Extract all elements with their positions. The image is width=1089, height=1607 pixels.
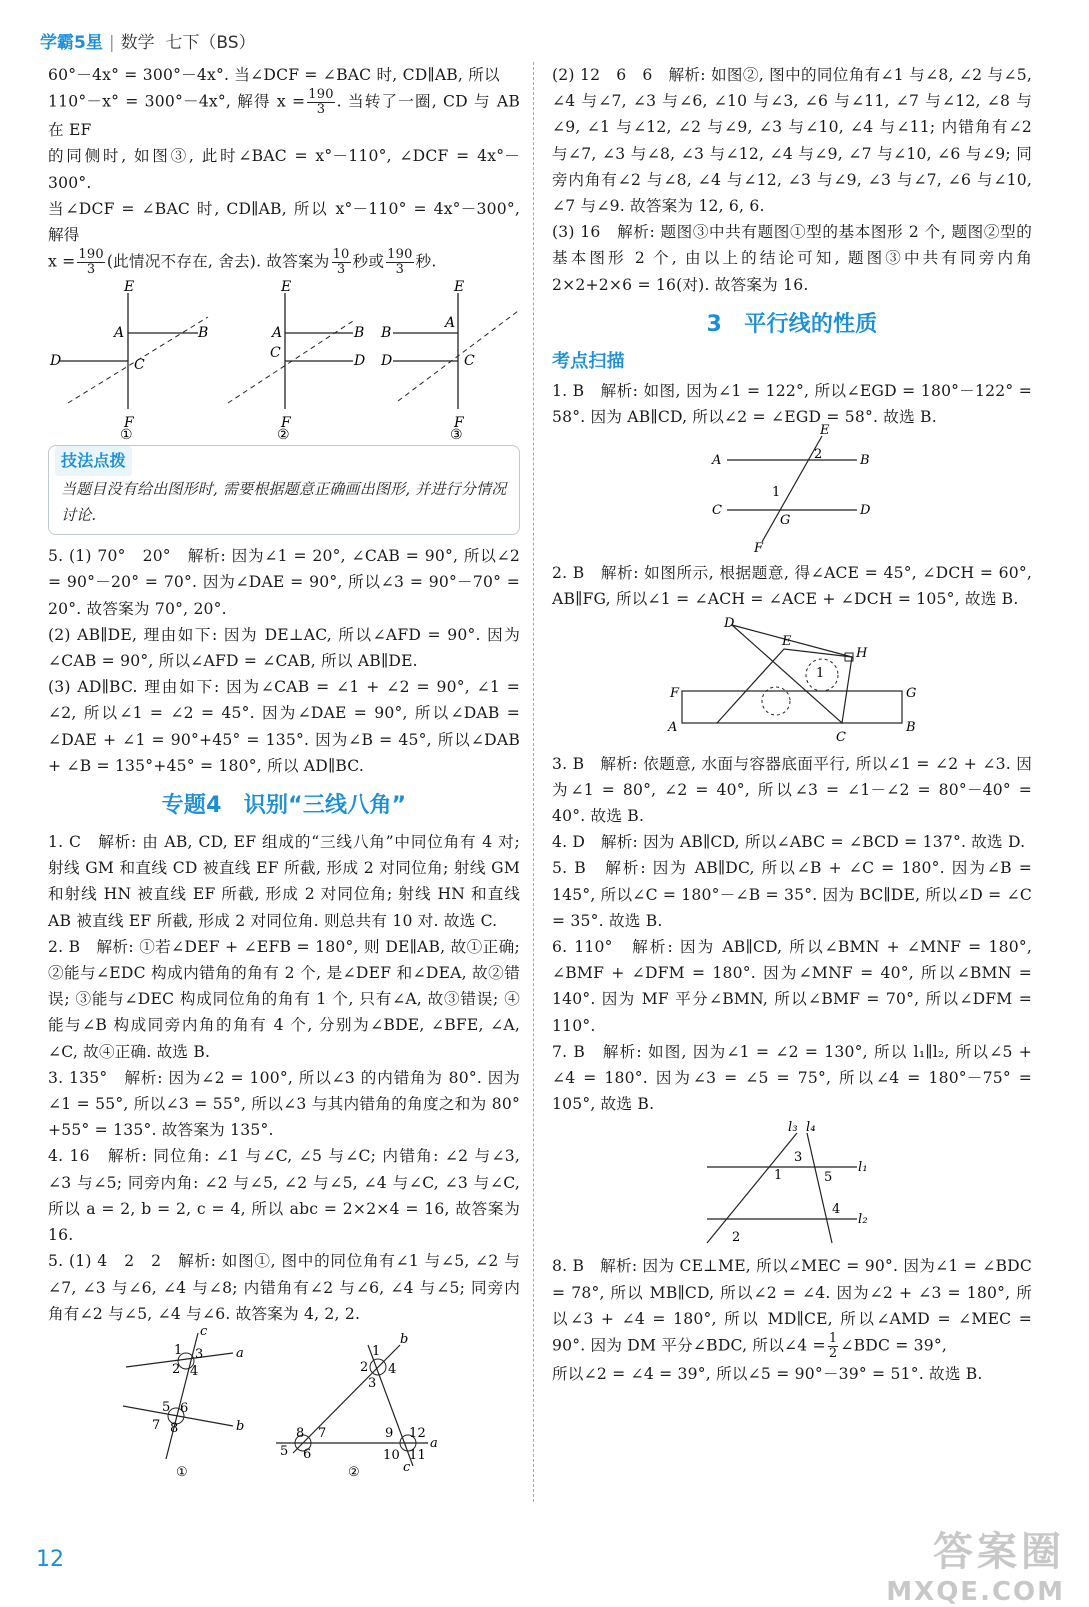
svg-text:C: C	[134, 357, 145, 374]
figure-1	[49, 279, 209, 443]
svg-text:A: A	[712, 453, 722, 469]
svg-text:F: F	[281, 415, 291, 432]
svg-text:l₄: l₄	[806, 1120, 816, 1136]
svg-text:3: 3	[368, 1375, 377, 1391]
svg-text:7: 7	[152, 1417, 161, 1433]
svg-text:F: F	[454, 415, 464, 432]
svg-text:2: 2	[172, 1361, 181, 1377]
svg-text:C: C	[836, 729, 847, 745]
section-title: 3 平行线的性质	[706, 311, 878, 337]
svg-text:E: E	[124, 279, 135, 296]
tip-box	[48, 445, 520, 535]
svg-text:E: E	[454, 279, 465, 296]
left-para-5: x = $\frac{190}{3}$ (此情况不存在, 舍去). 故答案为 $\frac{10}{3}$ 秒或 $\frac{190}{3}$ 秒.	[48, 247, 437, 278]
svg-text:B: B	[906, 719, 916, 735]
header-subject: 数学	[120, 33, 155, 53]
topic-q3: 3. 135° 解析: 因为∠2 = 100°, 所以∠3 的内错角为 80°. 因为∠1 = 55°, 所以∠3 = 55°, 所以∠3 与其内错角的角度之和为 80°+55° = 135°. 故答案为 135°.	[48, 1068, 520, 1140]
figure-k1	[552, 423, 1032, 557]
svg-text:A: A	[445, 315, 456, 332]
svg-text:8: 8	[170, 1420, 179, 1436]
svg-text:F: F	[754, 541, 764, 557]
topic-q2: 2. B 解析: ①若∠DEF + ∠EFB = 180°, 则 DE∥AB, 故①正确; ②能与∠EDC 构成内错角的角有 2 个, 是∠DEF 和∠DEA, 故②错误; ③能与∠DEC 构成同位角的角有 1 个, 只有∠A, 故③错误; ④能与∠B 构成同旁内角的角有 4 个, 分别为∠BDE, ∠BFE, ∠A, ∠C, 故④正确. 故选 B.	[48, 937, 520, 1061]
svg-text:C: C	[464, 353, 475, 370]
svg-text:7: 7	[318, 1425, 327, 1441]
svg-text:11: 11	[409, 1447, 426, 1463]
svg-text:4: 4	[832, 1202, 841, 1218]
svg-text:B: B	[860, 453, 870, 469]
svg-text:8: 8	[296, 1425, 305, 1441]
q5-part1: 5. (1) 70° 20° 解析: 因为∠1 = 20°, ∠CAB = 90°, 所以∠2 = 90°－20° = 70°. 因为∠DAE = 90°, 所以∠3 = 90°－70° = 20°. 故答案为 70°, 20°.	[48, 547, 520, 618]
svg-text:4: 4	[388, 1361, 397, 1377]
svg-text:D: D	[354, 353, 366, 370]
angle-figure-2	[276, 1332, 438, 1480]
svg-text:G: G	[906, 685, 917, 701]
figure-k7	[552, 1121, 1032, 1249]
svg-text:①: ①	[176, 1464, 188, 1480]
svg-text:3: 3	[195, 1346, 204, 1362]
topic-title: 专题4 识别“三线八角”	[161, 793, 407, 819]
angle-figures	[48, 1323, 520, 1481]
svg-text:G: G	[780, 513, 791, 529]
svg-text:12: 12	[409, 1425, 426, 1441]
svg-text:A: A	[668, 719, 678, 735]
svg-text:b: b	[236, 1418, 245, 1434]
page-number: 12	[36, 1547, 64, 1572]
svg-text:b: b	[400, 1331, 409, 1347]
column-divider	[533, 62, 534, 1502]
svg-text:A: A	[114, 325, 125, 342]
topic-q1: 1. C 解析: 由 AB, CD, EF 组成的“三线八角”中同位角有 4 对; 射线 GM 和直线 CD 被直线 EF 所截, 形成 2 对同位角; 射线 GM 和射线 HN 被直线 EF 所截, 形成 2 对同位角; 射线 HN 和直线 AB 被直线 EF 所截, 形成 2 对同位角. 则总共有 10 对. 故选 C.	[48, 833, 520, 930]
k-q4: 4. D 解析: 因为 AB∥CD, 所以∠ABC = ∠BCD = 137°. 故选 D.	[552, 833, 1026, 852]
topic-q4: 4. 16 解析: 同位角: ∠1 与∠C, ∠5 与∠C; 内错角: ∠2 与∠3, ∠3 与∠5; 同旁内角: ∠2 与∠5, ∠2 与∠5, ∠4 与∠C, ∠3 与∠C, 所以 a = 2, b = 2, c = 4, 所以 abc = 2×2×4 = 16, 故答案为 16.	[48, 1147, 520, 1245]
tip-title: 技法点拨	[55, 446, 132, 476]
svg-text:6: 6	[180, 1400, 189, 1416]
svg-text:①: ①	[120, 427, 133, 444]
svg-text:②: ②	[348, 1464, 360, 1480]
q5-part2: (2) AB∥DE, 理由如下: 因为 DE⊥AC, 所以∠AFD = 90°. 因为∠CAB = 90°, 所以∠AFD = ∠CAB, 所以 AB∥DE.	[48, 625, 520, 671]
svg-text:A: A	[272, 325, 283, 342]
svg-text:6: 6	[303, 1446, 312, 1462]
svg-text:10: 10	[383, 1447, 400, 1463]
left-para-3: 的同侧时, 如图③, 此时∠BAC = x°－110°, ∠DCF = 4x°－300°.	[48, 147, 520, 192]
svg-text:1: 1	[774, 1168, 783, 1184]
sub-title: 考点扫描	[552, 350, 625, 372]
svg-text:l₂: l₂	[858, 1212, 868, 1228]
svg-text:F: F	[124, 415, 134, 432]
svg-text:D: D	[860, 503, 871, 519]
tip-body: 当题目没有给出图形时, 需要根据题意正确画出图形, 并进行分情况讨论.	[61, 480, 507, 525]
svg-text:1: 1	[372, 1343, 381, 1359]
svg-text:E: E	[820, 423, 830, 439]
page-header	[40, 28, 256, 53]
svg-text:5: 5	[280, 1443, 289, 1459]
svg-text:C: C	[712, 503, 723, 519]
topic-q5: 5. (1) 4 2 2 解析: 如图①, 图中的同位角有∠1 与∠5, ∠2 与∠7, ∠3 与∠6, ∠4 与∠8; 内错角有∠2 与∠6, ∠4 与∠5; 同旁内角有∠2 与∠5, ∠4 与∠6. 故答案为 4, 2, 2.	[48, 1252, 520, 1323]
right-r1: (2) 12 6 6 解析: 如图②, 图中的同位角有∠1 与∠8, ∠2 与∠5, ∠4 与∠7, ∠3 与∠6, ∠10 与∠3, ∠6 与∠11, ∠7 与∠12, ∠8 与∠9, ∠1 与∠12, ∠2 与∠9, ∠3 与∠10, ∠4 与∠11; 内错角有∠2 与∠7, ∠3 与∠8, ∠3 与∠12, ∠4 与∠9, ∠7 与∠10, ∠6 与∠9; 同旁内角有∠2 与∠8, ∠4 与∠12, ∠3 与∠9, ∠3 与∠7, ∠6 与∠10, ∠7 与∠9. 故答案为 12, 6, 6.	[552, 66, 1032, 216]
svg-text:H: H	[856, 645, 868, 661]
svg-text:D: D	[381, 353, 393, 370]
svg-text:9: 9	[385, 1425, 394, 1441]
svg-text:D: D	[724, 615, 735, 631]
svg-text:a: a	[430, 1435, 438, 1451]
svg-text:1: 1	[816, 665, 825, 681]
figure-2	[228, 279, 365, 443]
figure-k2	[552, 617, 1032, 747]
left-column	[48, 62, 520, 1485]
svg-text:③: ③	[450, 427, 463, 444]
svg-text:E: E	[281, 279, 292, 296]
watermark-line2: MXQE.COM	[886, 1577, 1065, 1607]
watermark	[886, 1520, 1065, 1607]
right-r2: (3) 16 解析: 题图③中共有题图①型的基本图形 2 个, 题图②型的基本图形 2 个, 由以上的结论可知, 题图③中共有同旁内角 2×2+2×6 = 16(对). 故答案为 16.	[552, 223, 1032, 294]
svg-text:5: 5	[824, 1170, 833, 1186]
angle-figure-1	[123, 1324, 245, 1480]
svg-text:4: 4	[190, 1363, 199, 1379]
svg-text:3: 3	[794, 1150, 803, 1166]
svg-text:c: c	[200, 1323, 208, 1339]
svg-text:E: E	[782, 633, 792, 649]
svg-text:2: 2	[732, 1230, 741, 1246]
svg-text:D: D	[50, 353, 62, 370]
k-q5: 5. B 解析: 因为 AB∥DC, 所以∠B + ∠C = 180°. 因为∠B = 145°, 所以∠C = 180°－∠B = 35°. 因为 BC∥DE, 所以∠D = ∠C = 35°. 故选 B.	[552, 859, 1032, 930]
svg-text:1: 1	[772, 485, 781, 501]
svg-text:2: 2	[814, 447, 823, 463]
brand-logo: 学霸5星	[40, 33, 103, 53]
header-separator: |	[108, 33, 115, 53]
figure-3	[380, 279, 518, 443]
svg-text:2: 2	[360, 1359, 369, 1375]
svg-text:c: c	[403, 1459, 411, 1475]
svg-text:1: 1	[174, 1342, 183, 1358]
header-grade: 七下（BS）	[165, 33, 256, 53]
k-q6: 6. 110° 解析: 因为 AB∥CD, 所以∠BMN + ∠MNF = 180°, ∠BMF + ∠DFM = 180°. 因为∠MNF = 40°, 所以∠BMN = 140°. 因为 MF 平分∠BMN, 所以∠BMF = 70°, 所以∠DFM = 110°.	[552, 938, 1032, 1035]
left-para-4: 当∠DCF = ∠BAC 时, CD∥AB, 所以 x°－110° = 4x°－300°, 解得	[48, 199, 520, 245]
svg-text:C: C	[270, 345, 281, 362]
fraction-190-3: $\frac{190}{3}$	[308, 87, 334, 118]
left-para-1: 60°－4x° = 300°－4x°. 当∠DCF = ∠BAC 时, CD∥AB, 所以	[48, 66, 500, 84]
left-para-2: 110°－x° = 300°－4x°, 解得 x = $\frac{190}{3}$ . 当转了一圈, CD 与 AB 在 EF	[48, 87, 520, 140]
svg-text:B: B	[381, 325, 392, 342]
k-q3: 3. B 解析: 依题意, 水面与容器底面平行, 所以∠1 = ∠2 + ∠3. 因为∠1 = 80°, ∠2 = 40°, 所以∠3 = ∠1－∠2 = 80°－40° = 40°. 故选 B.	[552, 754, 1032, 826]
svg-text:l₁: l₁	[858, 1160, 868, 1176]
svg-text:F: F	[670, 685, 680, 701]
k-q1: 1. B 解析: 如图, 因为∠1 = 122°, 所以∠EGD = 180°－122° = 58°. 因为 AB∥CD, 所以∠2 = ∠EGD = 58°. 故选 B.	[552, 381, 1032, 427]
watermark-line1: 答案圈	[933, 1529, 1065, 1575]
q5-part3: (3) AD∥BC. 理由如下: 因为∠CAB = ∠1 + ∠2 = 90°, ∠1 = ∠2, 所以∠1 = ∠2 = 45°. 因为∠DAE = 90°, 所以∠DAB = ∠DAE + ∠1 = 90°+45° = 135°. 因为∠B = 45°, 所以∠DAB + ∠B = 135°+45° = 180°, 所以 AD∥BC.	[48, 678, 520, 775]
svg-text:②: ②	[277, 427, 290, 444]
svg-text:B: B	[198, 325, 209, 342]
k-q2: 2. B 解析: 如图所示, 根据题意, 得∠ACE = 45°, ∠DCH = 60°, AB∥FG, 所以∠1 = ∠ACH = ∠ACE + ∠DCH = 105°, 故选 B.	[552, 564, 1032, 609]
k-q7: 7. B 解析: 如图, 因为∠1 = ∠2 = 130°, 所以 l₁∥l₂, 所以∠5 + ∠4 = 180°. 因为∠3 = ∠5 = 75°, 所以∠4 = 180°－75° = 105°, 故选 B.	[552, 1042, 1032, 1114]
svg-text:B: B	[354, 325, 365, 342]
k-q8: 8. B 解析: 因为 CE⊥ME, 所以∠MEC = 90°. 因为∠1 = ∠BDC = 78°, 所以 MB∥CD, 所以∠2 = ∠4. 因为∠2 + ∠3 = 180°, 所以∠3 + ∠4 = 180°, 所以 MD∥CE, 所以∠AMD = ∠MEC = 90°. 因为 DM 平分∠BDC, 所以∠4 = $\frac{1}{2}$ ∠BDC = 39°,	[552, 1257, 1032, 1362]
k-q8-end: 所以∠2 = ∠4 = 39°, 所以∠5 = 90°－39° = 51°. 故选 B.	[552, 1365, 983, 1384]
right-column	[552, 62, 1032, 1387]
svg-text:5: 5	[162, 1399, 171, 1415]
svg-text:a: a	[236, 1345, 244, 1361]
rotation-figures	[48, 279, 520, 444]
svg-text:l₃: l₃	[788, 1120, 798, 1136]
